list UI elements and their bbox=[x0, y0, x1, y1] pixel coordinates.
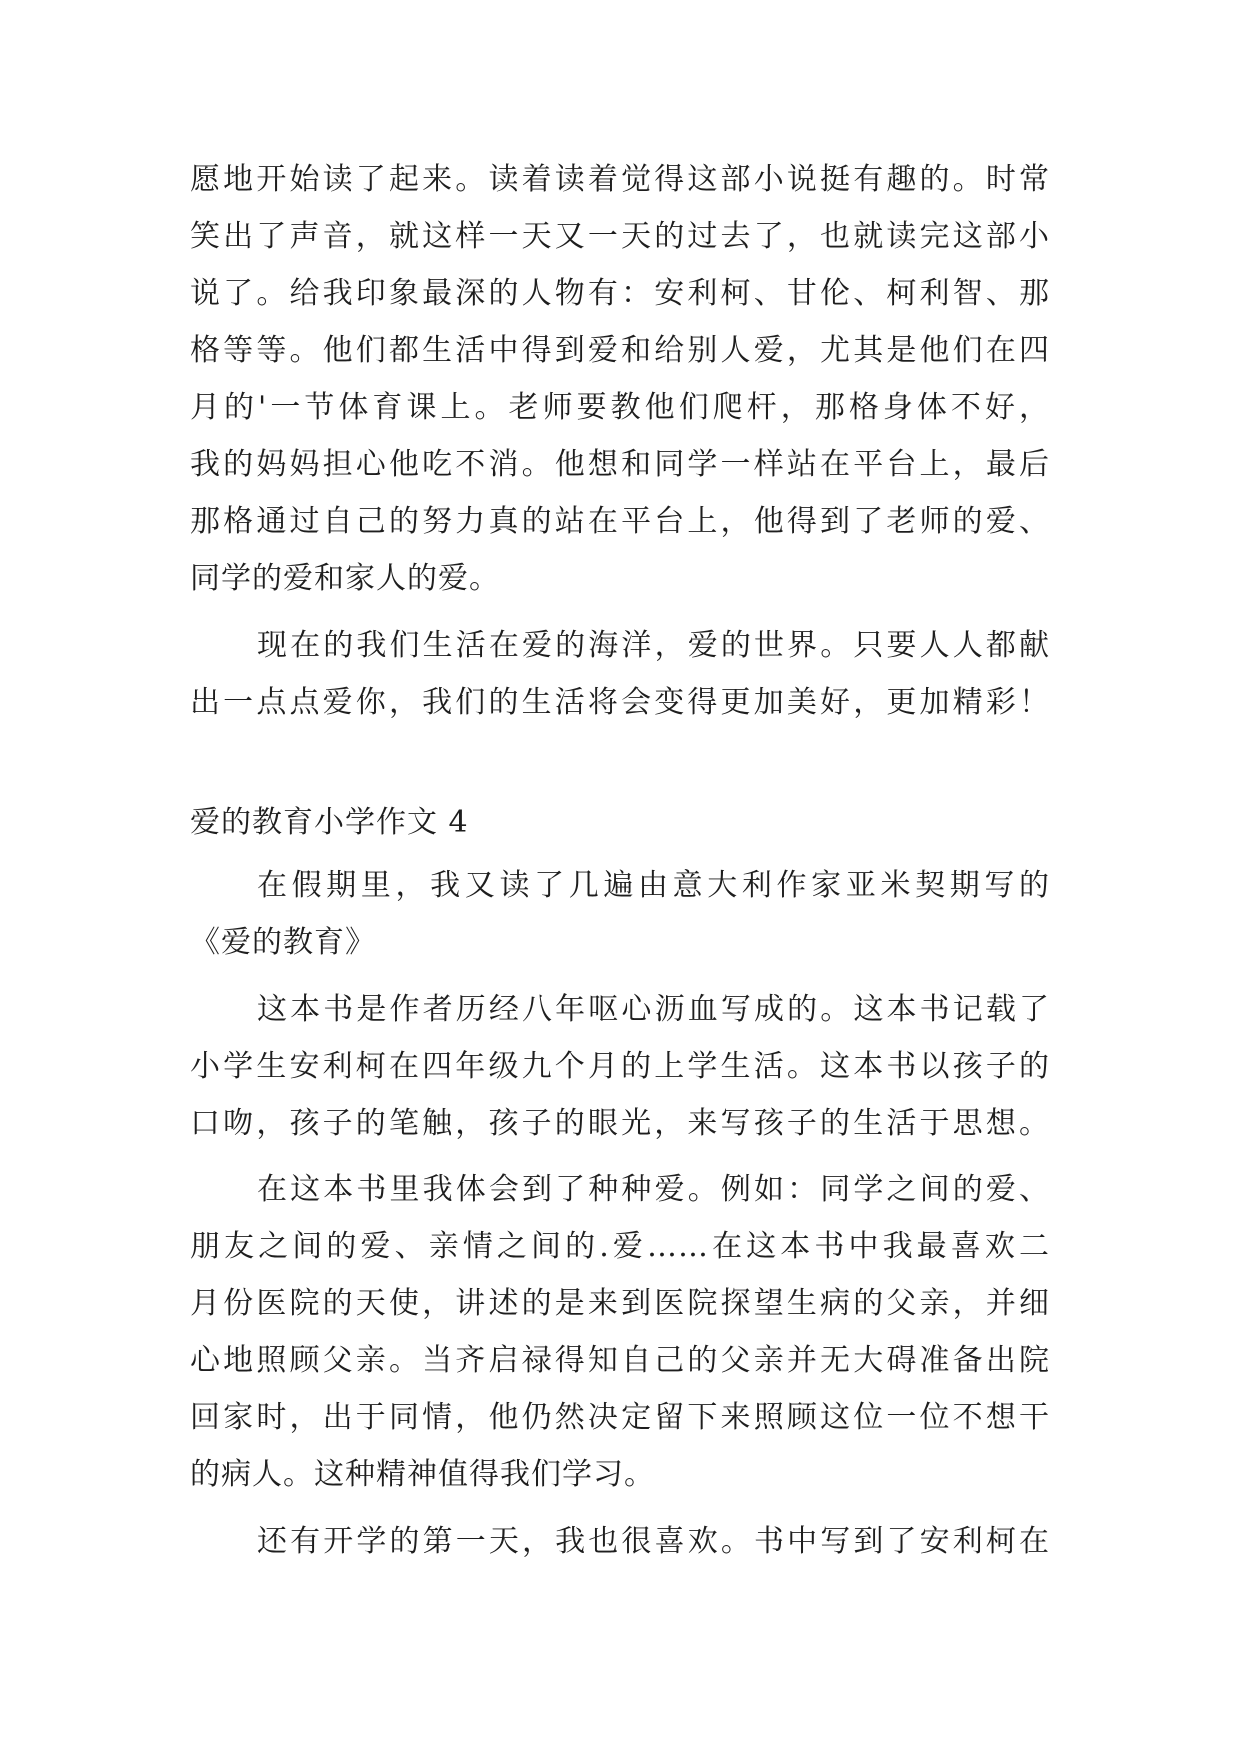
paragraph-3-line-1: 在假期里，我又读了几遍由意大利作家亚米契期写的 bbox=[257, 868, 1050, 903]
paragraph-6-line-1: 还有开学的第一天，我也很喜欢。书中写到了安利柯在 bbox=[257, 1524, 1050, 1559]
paragraph-1-line-8: 同学的爱和家人的爱。 bbox=[190, 561, 500, 596]
paragraph-1-line-4: 格等等。他们都生活中得到爱和给别人爱，尤其是他们在四 bbox=[190, 333, 1050, 368]
section-title: 爱的教育小学作文 4 bbox=[190, 805, 469, 840]
paragraph-1-line-5: 月的'一节体育课上。老师要教他们爬杆，那格身体不好， bbox=[190, 390, 1050, 425]
paragraph-1-line-2: 笑出了声音，就这样一天又一天的过去了，也就读完这部小 bbox=[190, 219, 1050, 254]
paragraph-4-line-2: 小学生安利柯在四年级九个月的上学生活。这本书以孩子的 bbox=[190, 1049, 1050, 1084]
paragraph-5-line-1: 在这本书里我体会到了种种爱。例如：同学之间的爱、 bbox=[257, 1172, 1050, 1207]
paragraph-5-line-4: 心地照顾父亲。当齐启禄得知自己的父亲并无大碍准备出院 bbox=[190, 1343, 1050, 1378]
paragraph-5-line-3: 月份医院的天使，讲述的是来到医院探望生病的父亲，并细 bbox=[190, 1286, 1050, 1321]
paragraph-5-line-2: 朋友之间的爱、亲情之间的.爱……在这本书中我最喜欢二 bbox=[190, 1229, 1050, 1264]
paragraph-4-line-1: 这本书是作者历经八年呕心沥血写成的。这本书记载了 bbox=[257, 992, 1050, 1027]
paragraph-1-line-6: 我的妈妈担心他吃不消。他想和同学一样站在平台上，最后 bbox=[190, 447, 1050, 482]
paragraph-1-line-7: 那格通过自己的努力真的站在平台上，他得到了老师的爱、 bbox=[190, 504, 1050, 539]
paragraph-2-line-2: 出一点点爱你，我们的生活将会变得更加美好，更加精彩！ bbox=[190, 685, 1050, 720]
paragraph-2-line-1: 现在的我们生活在爱的海洋，爱的世界。只要人人都献 bbox=[257, 628, 1050, 663]
paragraph-1-line-1: 愿地开始读了起来。读着读着觉得这部小说挺有趣的。时常 bbox=[190, 162, 1050, 197]
paragraph-3-line-2: 《爱的教育》 bbox=[190, 925, 376, 960]
paragraph-4-line-3: 口吻，孩子的笔触，孩子的眼光，来写孩子的生活于思想。 bbox=[190, 1106, 1050, 1141]
paragraph-5-line-6: 的病人。这种精神值得我们学习。 bbox=[190, 1457, 655, 1492]
paragraph-1-line-3: 说了。给我印象最深的人物有：安利柯、甘伦、柯利智、那 bbox=[190, 276, 1050, 311]
paragraph-5-line-5: 回家时，出于同情，他仍然决定留下来照顾这位一位不想干 bbox=[190, 1400, 1050, 1435]
